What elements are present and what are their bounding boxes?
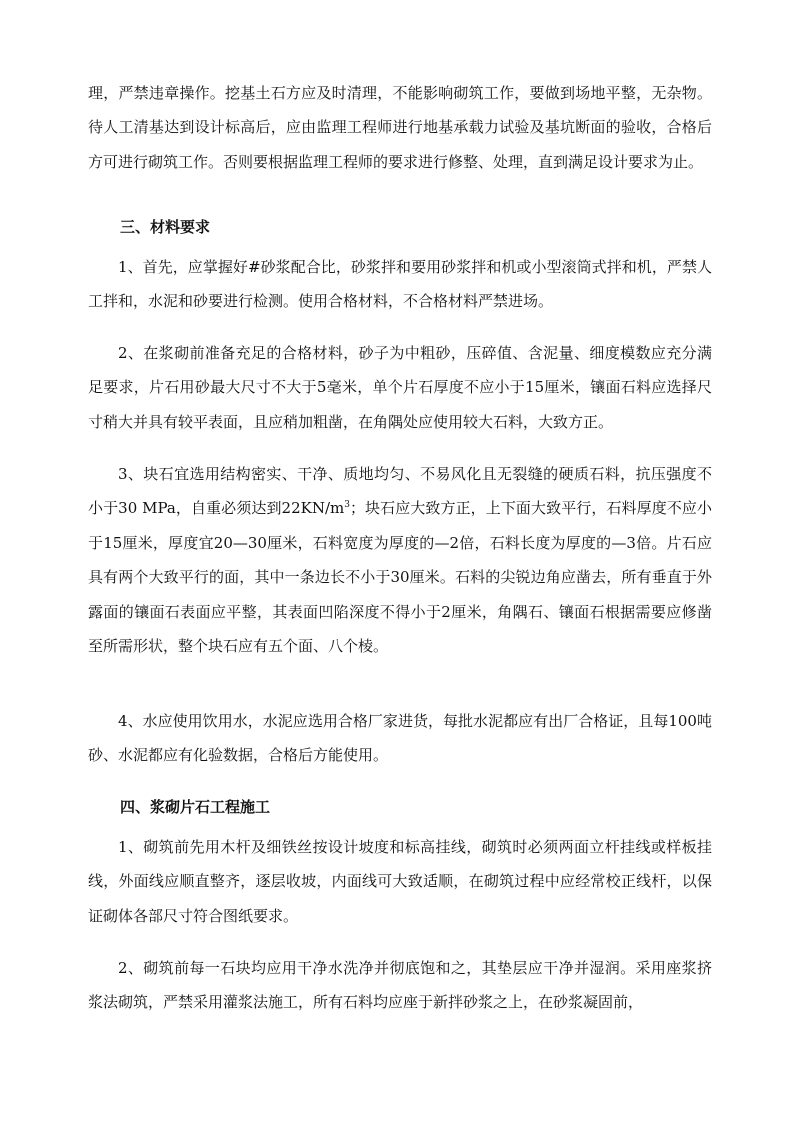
superscript-cubed: 3 — [344, 500, 350, 511]
paragraph-construction-2: 2、砌筑前每一石块均应用干净水洗净并彻底饱和之，其垫层应干净并湿润。采用座浆挤浆法砌筑，严禁采用灌浆法施工，所有石料均应座于新拌砂浆之上，在砂浆凝固前， — [88, 959, 712, 1012]
paragraph-material-1: 1、首先，应掌握好#砂浆配合比，砂浆拌和要用砂浆拌和机或小型滚筒式拌和机，严禁人工拌和，水泥和砂要进行检测。使用合格材料，不合格材料严禁进场。 — [88, 258, 712, 311]
section-heading-materials: 三、材料要求 — [120, 218, 211, 236]
paragraph-material-2: 2、在浆砌前准备充足的合格材料，砂子为中粗砂，压碎值、含泥量、细度模数应充分满足要求，片石用砂最大尺寸不大于5毫米，单个片石厚度不应小于15厘米，镶面石料应选择尺寸稍大并具有较平表面，且应稍加粗凿，在角隅处应使用较大石料，大致方正。 — [88, 344, 712, 431]
paragraph-material-3 — [88, 457, 712, 663]
paragraph-continuation: 理，严禁违章操作。挖基土石方应及时清理，不能影响砌筑工作，要做到场地平整，无杂物。待人工清基达到设计标高后，应由监理工程师进行地基承载力试验及基坑断面的验收，合格后方可进行砌筑工作。否则要根据监理工程师的要求进行修整、处理，直到满足设计要求为止。 — [88, 84, 712, 171]
paragraph-material-3-part-a: 3、块石宜选用结构密实、干净、质地均匀、不易风化且无裂缝的硬质石料，抗压强度不小于30 MPa，自重必须达到22KN/m — [88, 465, 712, 518]
paragraph-material-3-part-b: ；块石应大致方正，上下面大致平行，石料厚度不应小于15厘米，厚度宜20—30厘米，石料宽度为厚度的—2倍，石料长度为厚度的—3倍。片石应具有两个大致平行的面，其中一条边长不小于30厘米。石料的尖锐边角应凿去，所有垂直于外露面的镶面石表面应平整，其表面凹陷深度不得小于2厘米，角隅石、镶面石根据需要应修凿至所需形状，整个块石应有五个面、八个棱。 — [88, 499, 712, 656]
section-heading-construction: 四、浆砌片石工程施工 — [120, 798, 271, 816]
paragraph-material-4: 4、水应使用饮用水，水泥应选用合格厂家进货，每批水泥都应有出厂合格证，且每100吨砂、水泥都应有化验数据，合格后方能使用。 — [88, 712, 712, 765]
paragraph-construction-1: 1、砌筑前先用木杆及细铁丝按设计坡度和标高挂线，砌筑时必须两面立杆挂线或样板挂线，外面线应顺直整齐，逐层收坡，内面线可大致适顺，在砌筑过程中应经常校正线杆，以保证砌体各部尺寸符合图纸要求。 — [88, 838, 712, 925]
